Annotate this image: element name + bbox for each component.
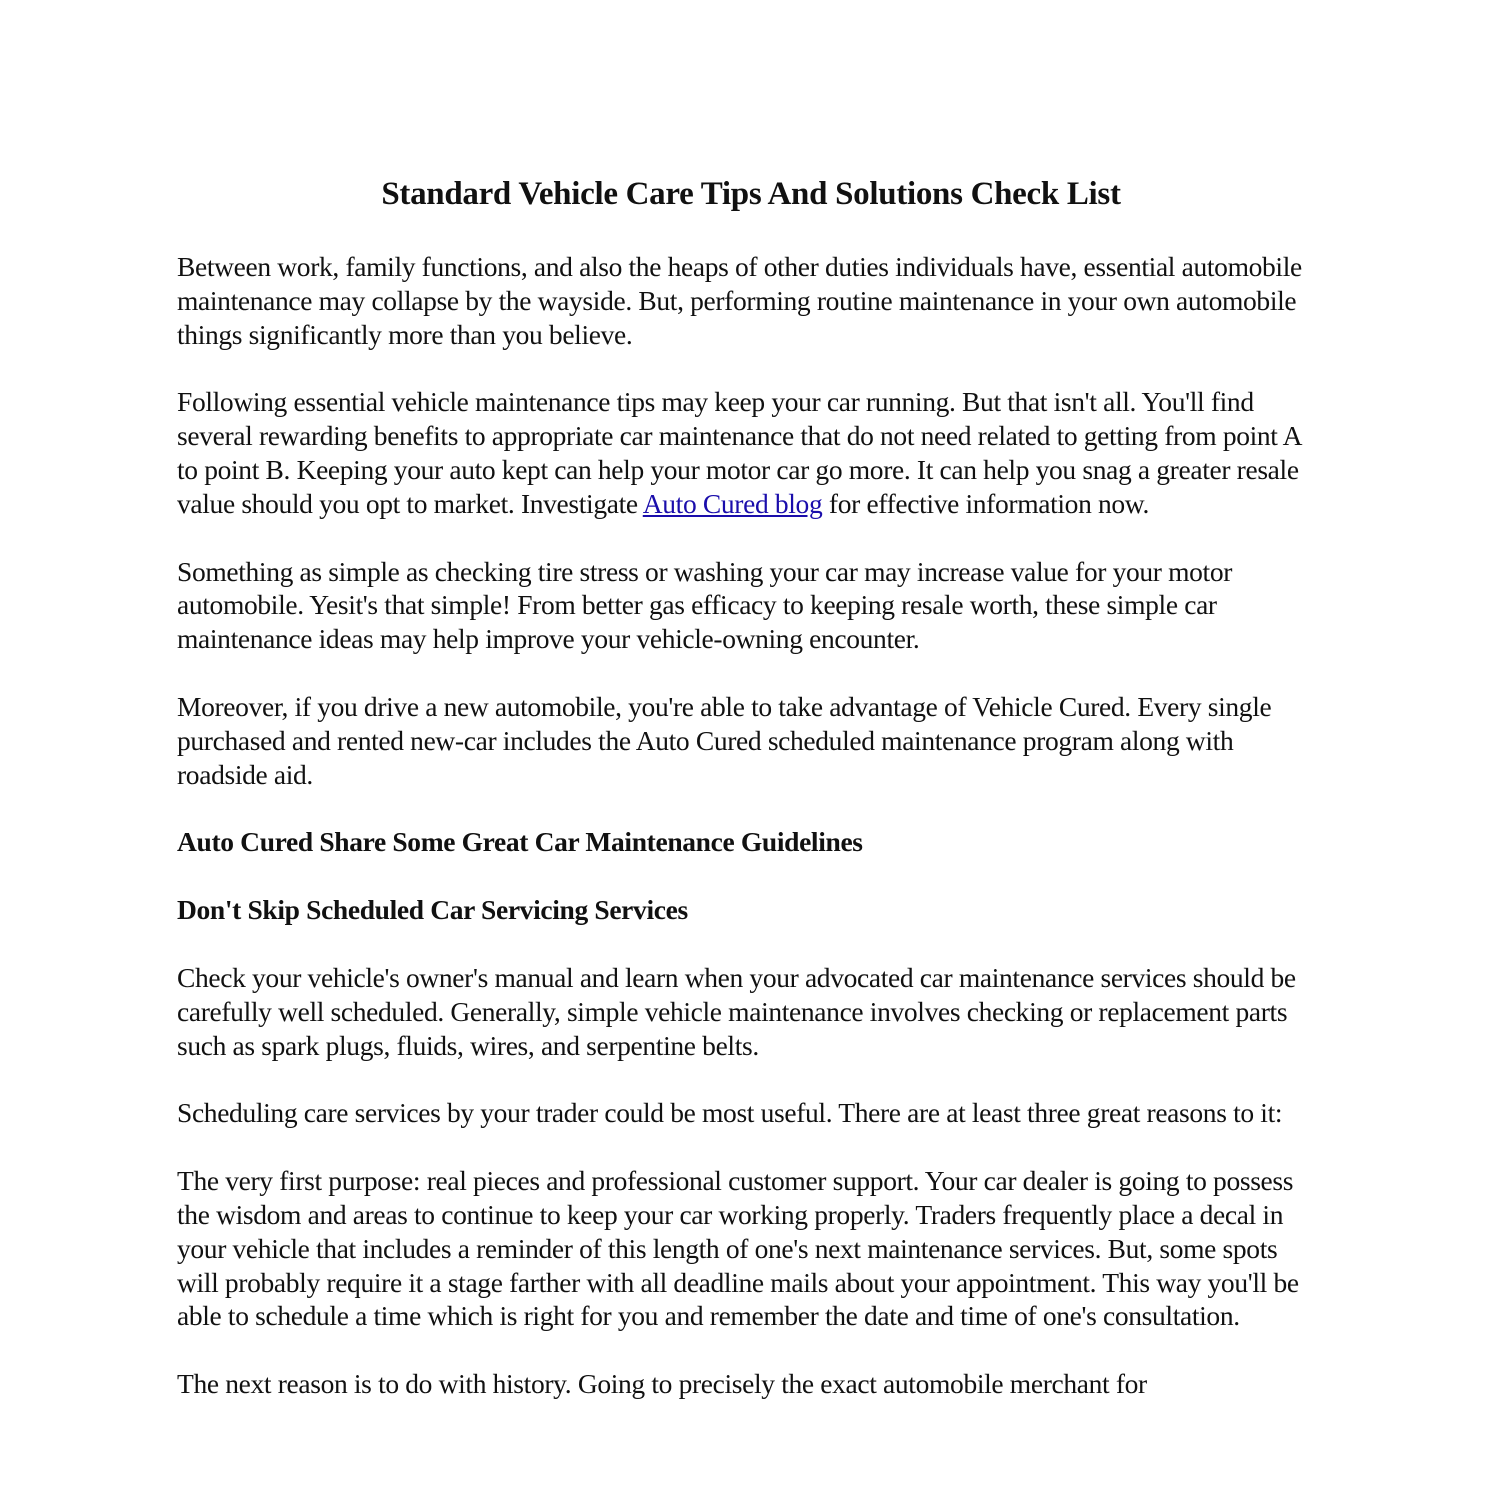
paragraph-simple-tips: Something as simple as checking tire stress or washing your car may increase value for your motor automobile. Yesit's that simple! From better gas efficacy to keeping resale worth, these simple car maintenance ideas may help improve your vehicle-owning encounter.: [177, 555, 1233, 655]
paragraph-owners-manual: Check your vehicle's owner's manual and learn when your advocated car maintenance services should be carefully well scheduled. Generally, simple vehicle maintenance involves checking or replacement parts such as spark plugs, fluids, wires, and serpentine belts.: [177, 961, 1296, 1061]
auto-cured-blog-link[interactable]: Auto Cured blog: [642, 487, 823, 519]
paragraph-first-reason: The very first purpose: real pieces and professional customer support. Your car dealer is going to possess the wisdom and areas to continue to keep your car working properly. Traders frequently place a decal in your vehicle that includes a reminder of this length of one's next maintenance services. But, some spots will probably require it a stage farther with all deadline mails about your appointment. This way you'll be able to schedule a time which is right for you and remember the date and time of one's consultation.: [177, 1165, 1299, 1332]
paragraph-benefits-text-before: Following essential vehicle maintenance tips may keep your car running. But that isn't all. You'll find several rewarding benefits to appropriate car maintenance that do not need related to getting from point A to point B. Keeping your auto kept can help your motor car go more. It can help you snag a greater resale value should you opt to market. Investigate: [177, 386, 1301, 519]
paragraph-vehicle-cured: Moreover, if you drive a new automobile, you're able to take advantage of Vehicle Cured. Every single purchased and rented new-car includes the Auto Cured scheduled maintenance program along with roadside aid.: [177, 690, 1272, 790]
paragraph-intro: Between work, family functions, and also the heaps of other duties individuals have, essential automobile maintenance may collapse by the wayside. But, performing routine maintenance in your own automobile things significantly more than you believe.: [177, 251, 1302, 350]
paragraph-scheduling: Scheduling care services by your trader could be most useful. There are at least three great reasons to it:: [177, 1097, 1283, 1129]
paragraph-benefits: [177, 385, 1325, 520]
document-title: Standard Vehicle Care Tips And Solutions Check List: [381, 176, 1121, 212]
section-heading-scheduled-servicing: Don't Skip Scheduled Car Servicing Services: [177, 894, 688, 926]
paragraph-benefits-text-after: for effective information now.: [822, 487, 1150, 519]
section-heading-guidelines: Auto Cured Share Some Great Car Maintenance Guidelines: [177, 826, 863, 858]
paragraph-second-reason: The next reason is to do with history. Going to precisely the exact automobile merchant for: [177, 1368, 1147, 1400]
document-body: [177, 172, 1325, 1435]
